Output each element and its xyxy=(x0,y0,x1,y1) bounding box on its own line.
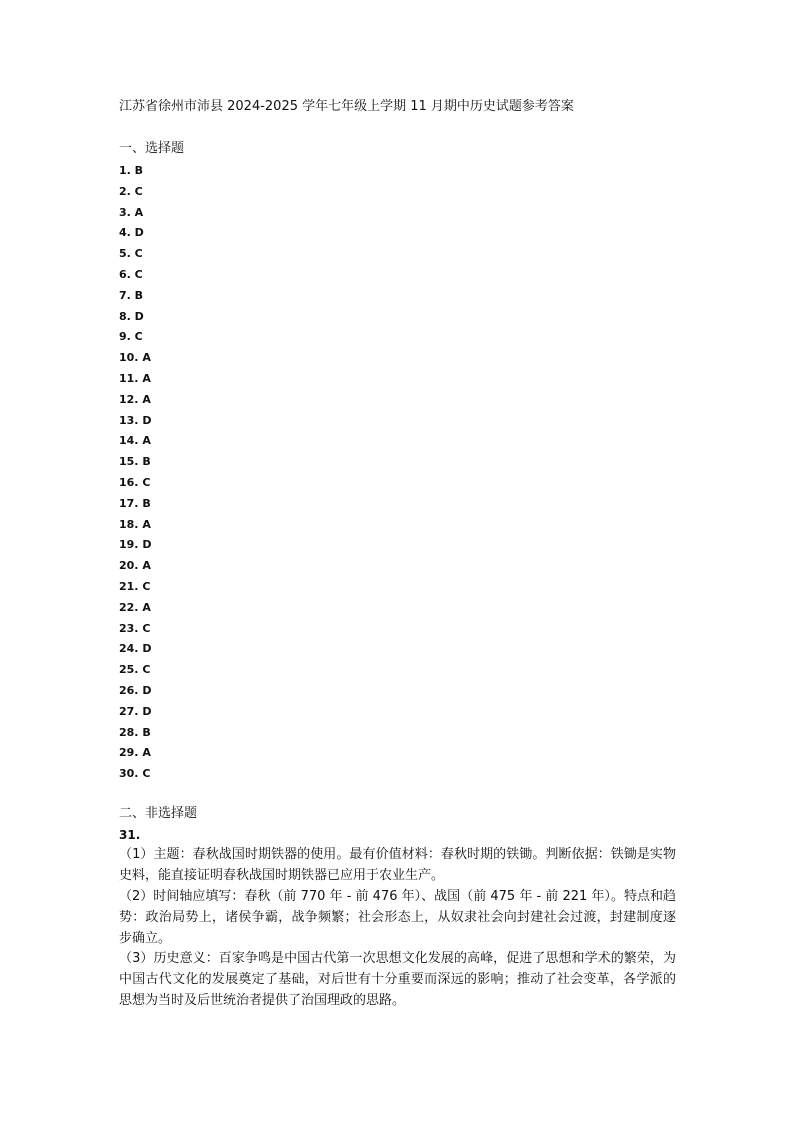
answer-item: 24. D xyxy=(119,642,152,656)
question-number: 31. xyxy=(119,828,141,842)
answer-item: 27. D xyxy=(119,704,152,718)
answer-item: 16. C xyxy=(119,475,151,489)
answer-paragraph: （2）时间轴应填写：春秋（前 770 年 - 前 476 年）、战国（前 475 年 - 前 221 年）。特点和趋势：政治局势上，诸侯争霸，战争频繁；社会形态上，从奴隶社会向封建社会过渡，封建制度逐步确立。 xyxy=(119,889,676,946)
answer-item: 2. C xyxy=(119,184,143,198)
answer-item: 23. C xyxy=(119,621,151,635)
answer-item: 20. A xyxy=(119,559,151,573)
answer-item: 4. D xyxy=(119,226,144,240)
answer-item: 25. C xyxy=(119,663,151,677)
answer-item: 14. A xyxy=(119,434,151,448)
answer-paragraph: （1）主题：春秋战国时期铁器的使用。最有价值材料：春秋时期的铁锄。判断依据：铁锄是实物史料，能直接证明春秋战国时期铁器已应用于农业生产。 xyxy=(119,847,676,883)
answer-list xyxy=(119,162,151,786)
answer-item: 5. C xyxy=(119,247,143,261)
answer-item: 1. B xyxy=(119,164,144,177)
answer-item: 29. A xyxy=(119,746,151,760)
answer-item: 21. C xyxy=(119,579,151,593)
answer-item: 8. D xyxy=(119,309,144,323)
section-heading-non-choice: 二、非选择题 xyxy=(119,806,198,821)
answer-item: 18. A xyxy=(119,517,151,531)
answer-item: 13. D xyxy=(119,413,152,427)
answer-paragraph: （3）历史意义：百家争鸣是中国古代第一次思想文化发展的高峰，促进了思想和学术的繁荣，为中国古代文化的发展奠定了基础，对后世有十分重要而深远的影响；推动了社会变革，各学派的思想为当时及后世统治者提供了治国理政的思路。 xyxy=(119,951,676,1008)
answer-item: 30. C xyxy=(119,767,151,781)
answer-item: 17. B xyxy=(119,496,151,510)
answer-item: 3. A xyxy=(119,205,144,219)
answer-item: 7. B xyxy=(119,288,144,302)
answer-item: 11. A xyxy=(119,371,151,385)
answer-item: 19. D xyxy=(119,538,152,552)
answer-item: 22. A xyxy=(119,600,151,614)
answer-item: 28. B xyxy=(119,725,151,739)
answer-item: 15. B xyxy=(119,455,151,469)
answer-item: 10. A xyxy=(119,351,151,365)
section-heading-multiple-choice: 一、选择题 xyxy=(119,141,185,156)
answer-item: 6. C xyxy=(119,267,143,281)
answer-item: 26. D xyxy=(119,683,152,697)
document-title: 江苏省徐州市沛县 2024-2025 学年七年级上学期 11 月期中历史试题参考答案 xyxy=(119,99,574,114)
answer-item: 9. C xyxy=(119,330,143,344)
answer-item: 12. A xyxy=(119,392,151,406)
